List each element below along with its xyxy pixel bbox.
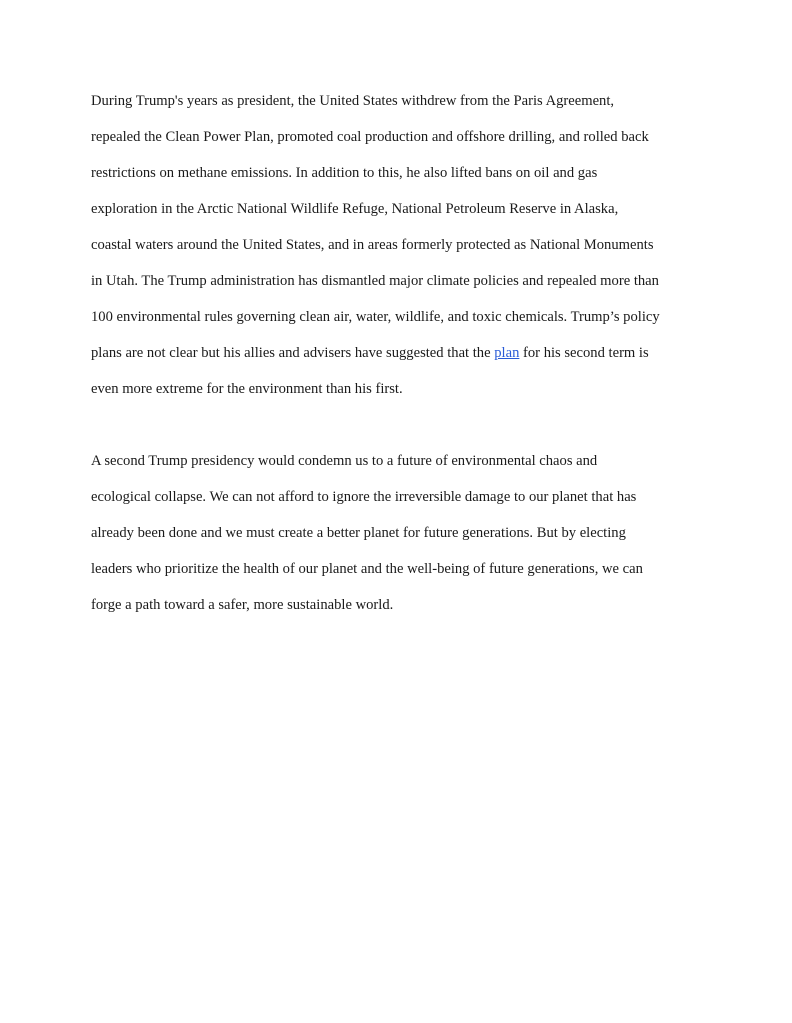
text-line: restrictions on methane emissions. In addition to this, he also lifted bans on oil and gas xyxy=(91,165,598,181)
text-line: 100 environmental rules governing clean air, water, wildlife, and toxic chemicals. Trump’s policy xyxy=(91,309,660,325)
text-line: ecological collapse. We can not afford to ignore the irreversible damage to our planet that has xyxy=(91,489,637,505)
document-body xyxy=(91,90,711,630)
text-line: leaders who prioritize the health of our planet and the well-being of future generations, we can xyxy=(91,561,643,577)
text-line: coastal waters around the United States, and in areas formerly protected as National Monuments xyxy=(91,237,654,253)
text-line: repealed the Clean Power Plan, promoted coal production and offshore drilling, and rolled back xyxy=(91,129,649,145)
text-line: exploration in the Arctic National Wildlife Refuge, National Petroleum Reserve in Alaska, xyxy=(91,201,619,217)
paragraph-2 xyxy=(91,450,711,630)
plan-link[interactable]: plan xyxy=(494,345,520,361)
link-line-before: plans are not clear but his allies and advisers have suggested that the xyxy=(91,345,495,361)
text-line-with-link xyxy=(91,342,711,378)
paragraph-gap xyxy=(91,414,711,450)
text-line: During Trump's years as president, the United States withdrew from the Paris Agreement, xyxy=(91,93,615,109)
text-line: A second Trump presidency would condemn us to a future of environmental chaos and xyxy=(91,453,598,469)
link-line-after: for his second term is xyxy=(519,345,649,361)
text-line: forge a path toward a safer, more sustainable world. xyxy=(91,597,394,613)
paragraph-1 xyxy=(91,90,711,414)
text-line: in Utah. The Trump administration has dismantled major climate policies and repealed more than xyxy=(91,273,659,289)
text-line: already been done and we must create a better planet for future generations. But by electing xyxy=(91,525,626,541)
text-line: even more extreme for the environment than his first. xyxy=(91,381,403,397)
